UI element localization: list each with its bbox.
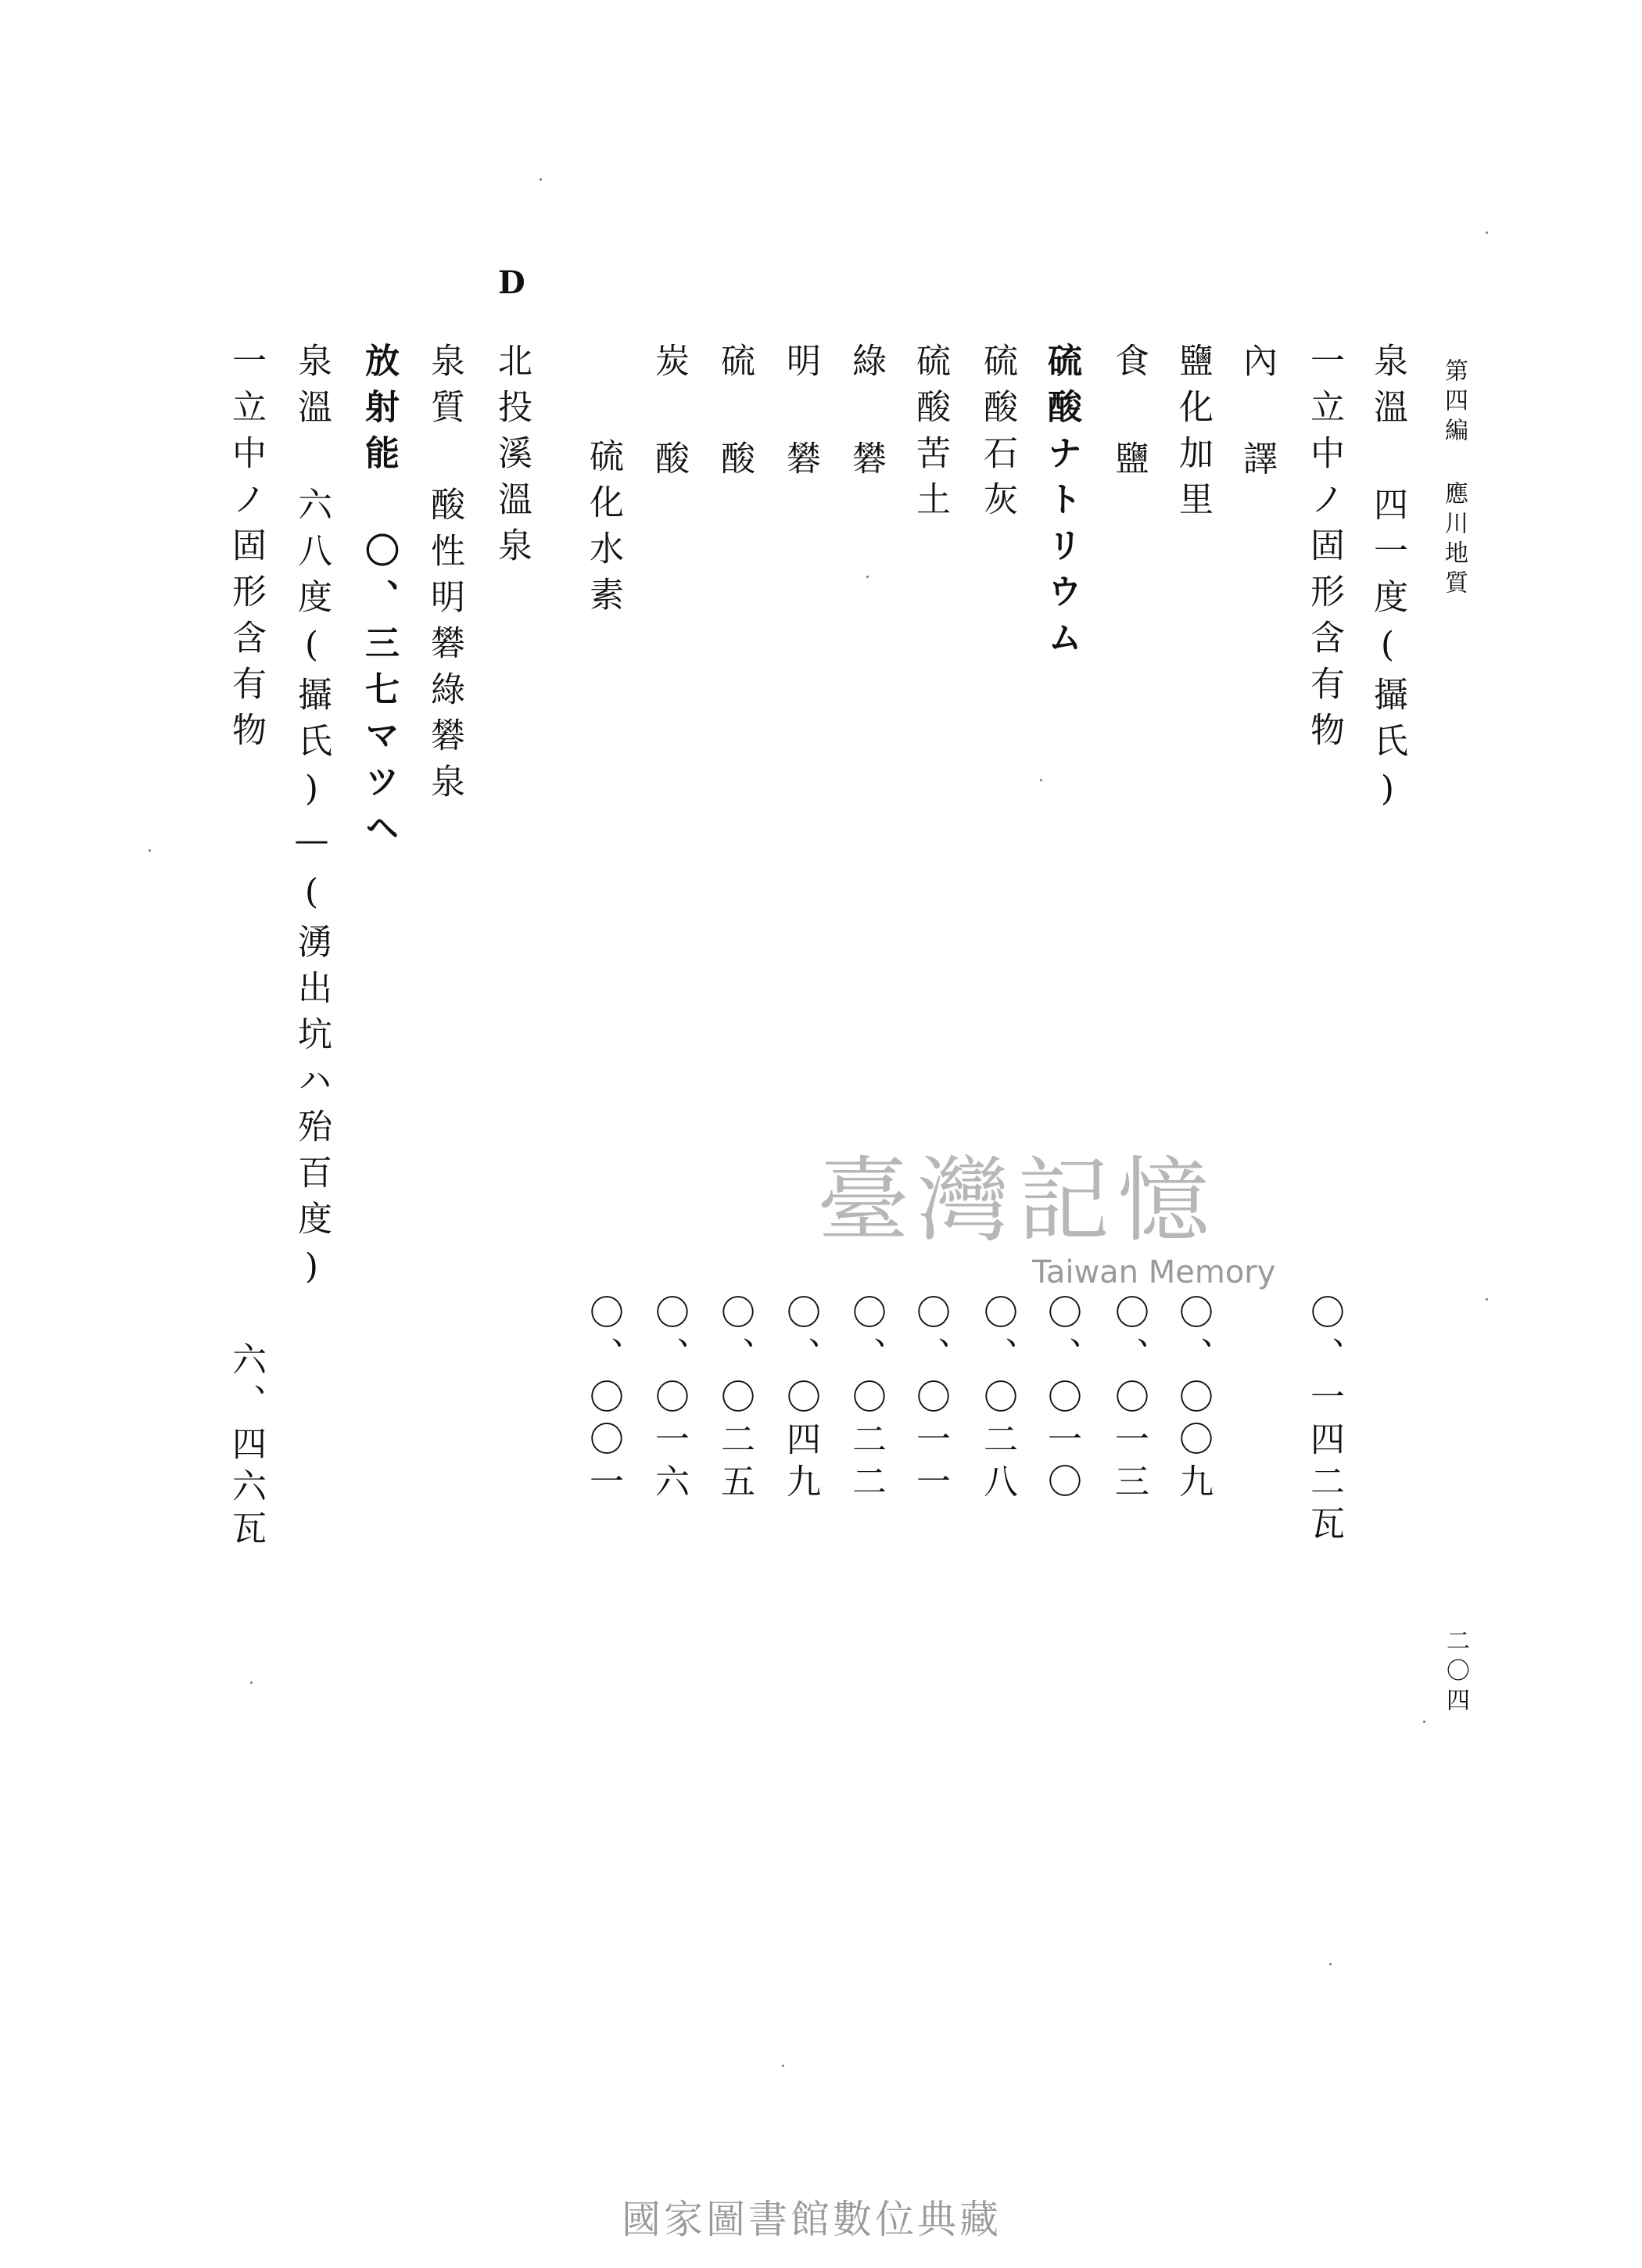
component-value: 〇、〇一六 <box>649 1294 689 1505</box>
component-name: 硫酸ナトリウム <box>1041 343 1081 666</box>
component-value: 〇、〇二八 <box>977 1294 1017 1505</box>
scan-speck <box>1486 231 1488 234</box>
component-value: 〇、〇一一 <box>910 1294 950 1505</box>
component-name: 硫酸苦土 <box>910 343 950 527</box>
section-letter: D <box>498 264 525 301</box>
scan-speck <box>866 576 869 578</box>
component-name: 明 礬 <box>780 343 820 486</box>
component-name: 鹽化加里 <box>1173 343 1213 527</box>
breakdown-heading: 內 譯 <box>1237 343 1277 486</box>
component-name: 食 鹽 <box>1109 343 1149 486</box>
scan-speck <box>540 178 542 181</box>
component-value: 〇、〇二五 <box>715 1294 755 1505</box>
watermark-subtitle: Taiwan Memory <box>1032 1254 1276 1290</box>
component-value: 〇、〇一三 <box>1109 1294 1149 1505</box>
spring-temperature-d: 泉溫 六八度(攝氏)—(湧出坑ハ殆百度) <box>292 343 332 1298</box>
library-footer: 國家圖書館數位典藏 <box>622 2197 1002 2242</box>
page-number: 二〇四 <box>1442 1628 1469 1717</box>
scan-speck <box>1329 1963 1332 1965</box>
radioactivity: 放射能 〇、三七マツヘ <box>359 343 399 856</box>
component-value: 〇、〇〇九 <box>1173 1294 1213 1505</box>
component-name: 硫酸石灰 <box>977 343 1017 527</box>
solids-label-d: 一立中ノ固形含有物 <box>226 343 266 758</box>
solids-value: 〇、一四二瓦 <box>1304 1294 1344 1548</box>
component-value: 〇、〇一〇 <box>1041 1294 1081 1505</box>
scan-speck <box>1423 1721 1425 1723</box>
component-name: 綠 礬 <box>846 343 886 486</box>
component-value: 〇、〇二二 <box>846 1294 886 1505</box>
component-name: 硫 酸 <box>715 343 755 486</box>
scan-speck <box>250 1681 253 1684</box>
running-header: 第四編 應川地質 <box>1440 358 1468 600</box>
watermark-logo: 臺灣記憶 <box>817 1147 1218 1254</box>
spring-quality: 泉質 酸性明礬綠礬泉 <box>425 343 464 809</box>
scan-speck <box>1486 1298 1488 1301</box>
solids-label: 一立中ノ固形含有物 <box>1304 343 1344 758</box>
section-title: 北投溪溫泉 <box>492 343 532 573</box>
spring-temperature: 泉溫 四一度(攝氏) <box>1368 343 1407 820</box>
component-name: 炭 酸 <box>649 343 689 486</box>
scan-speck <box>782 2065 784 2067</box>
component-value: 〇、〇四九 <box>780 1294 820 1505</box>
scan-speck <box>149 849 151 852</box>
solids-value-d: 六、四六瓦 <box>226 1341 266 1552</box>
component-name: 硫化水素 <box>583 438 623 623</box>
scan-speck <box>1040 779 1042 781</box>
component-value: 〇、〇〇一 <box>583 1294 623 1505</box>
